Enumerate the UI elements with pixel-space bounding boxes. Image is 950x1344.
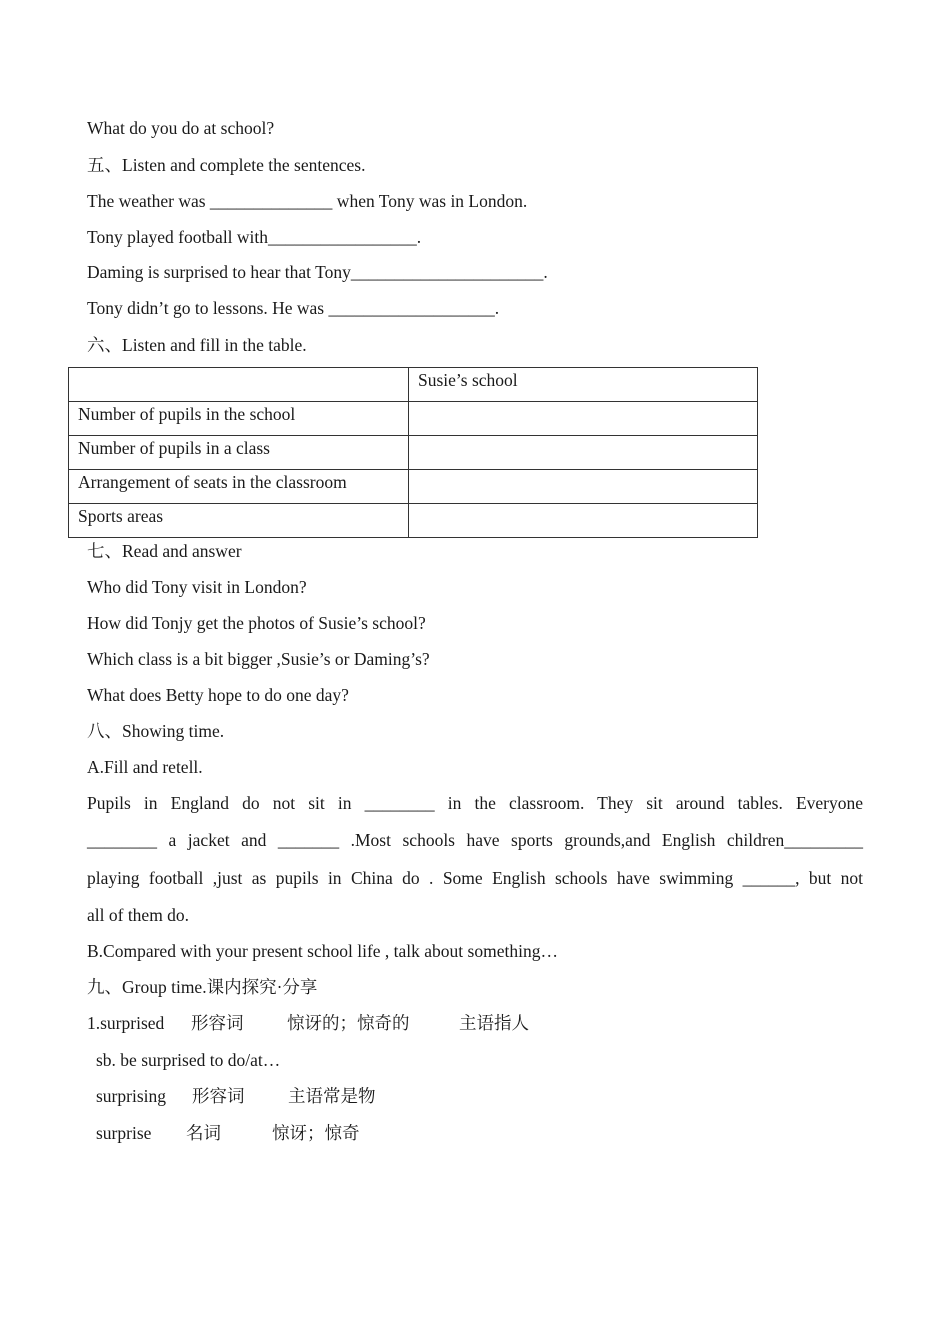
vocab-note: 主语指人 [459, 1013, 529, 1033]
vocab-meaning: 惊讶；惊奇 [272, 1123, 360, 1143]
vocab-row [96, 1122, 360, 1144]
vocab-word: surprise [96, 1123, 152, 1143]
vocab-row [96, 1085, 376, 1107]
question-line: What does Betty hope to do one day? [87, 685, 349, 705]
cloze-paragraph-line: all of them do. [87, 905, 190, 925]
subsection-b-title: B.Compared with your present school life , talk about something… [87, 941, 558, 961]
table-cell [409, 402, 758, 436]
table-cell: Susie’s school [409, 368, 758, 402]
table-cell: Number of pupils in a class [69, 436, 409, 470]
table-cell: Sports areas [69, 504, 409, 538]
section-8-title: 八、Showing time. [87, 721, 225, 741]
vocab-pos: 名词 [186, 1123, 221, 1143]
sentence-line: Tony didn’t go to lessons. He was ___________________. [87, 298, 500, 318]
question-line: Who did Tony visit in London? [87, 577, 307, 597]
subsection-a-title: A.Fill and retell. [87, 757, 203, 777]
table-header-row [69, 368, 758, 402]
table-cell: Arrangement of seats in the classroom [69, 470, 409, 504]
vocab-note: 主语常是物 [288, 1086, 376, 1106]
cloze-paragraph-line: playing football ,just as pupils in China do . Some English schools have swimming ______, but not [87, 868, 863, 888]
vocab-row [87, 1012, 529, 1034]
section-9-title: 九、Group time.课内探究·分享 [87, 977, 318, 997]
section-6-title: 六、Listen and fill in the table. [87, 335, 307, 355]
cloze-paragraph-line: ________ a jacket and _______ .Most schools have sports grounds,and English children_________ [87, 830, 863, 850]
question-line: How did Tonjy get the photos of Susie’s school? [87, 613, 426, 633]
vocab-pos: 形容词 [192, 1086, 245, 1106]
section-7-title: 七、Read and answer [87, 541, 242, 561]
vocab-pattern: sb. be surprised to do/at… [96, 1050, 281, 1070]
vocab-meaning: 惊讶的；惊奇的 [287, 1013, 410, 1033]
vocab-word: 1.surprised [87, 1013, 165, 1033]
table-cell [69, 368, 409, 402]
sentence-line: Daming is surprised to hear that Tony______________________. [87, 262, 548, 282]
cloze-paragraph-line: Pupils in England do not sit in ________ in the classroom. They sit around tables. Everyone [87, 793, 863, 813]
question-line: Which class is a bit bigger ,Susie’s or Daming’s? [87, 649, 430, 669]
table-cell [409, 470, 758, 504]
section-5-title: 五、Listen and complete the sentences. [87, 155, 366, 175]
table-row [69, 436, 758, 470]
sentence-line: Tony played football with_________________. [87, 227, 422, 247]
table-cell [409, 436, 758, 470]
sentence-line: The weather was ______________ when Tony was in London. [87, 191, 528, 211]
table-cell: Number of pupils in the school [69, 402, 409, 436]
fill-in-table [68, 367, 758, 538]
table-row [69, 470, 758, 504]
table-row [69, 402, 758, 436]
table-row [69, 504, 758, 538]
vocab-word: surprising [96, 1086, 166, 1106]
table-cell [409, 504, 758, 538]
vocab-pos: 形容词 [191, 1013, 244, 1033]
question-line: What do you do at school? [87, 118, 275, 138]
